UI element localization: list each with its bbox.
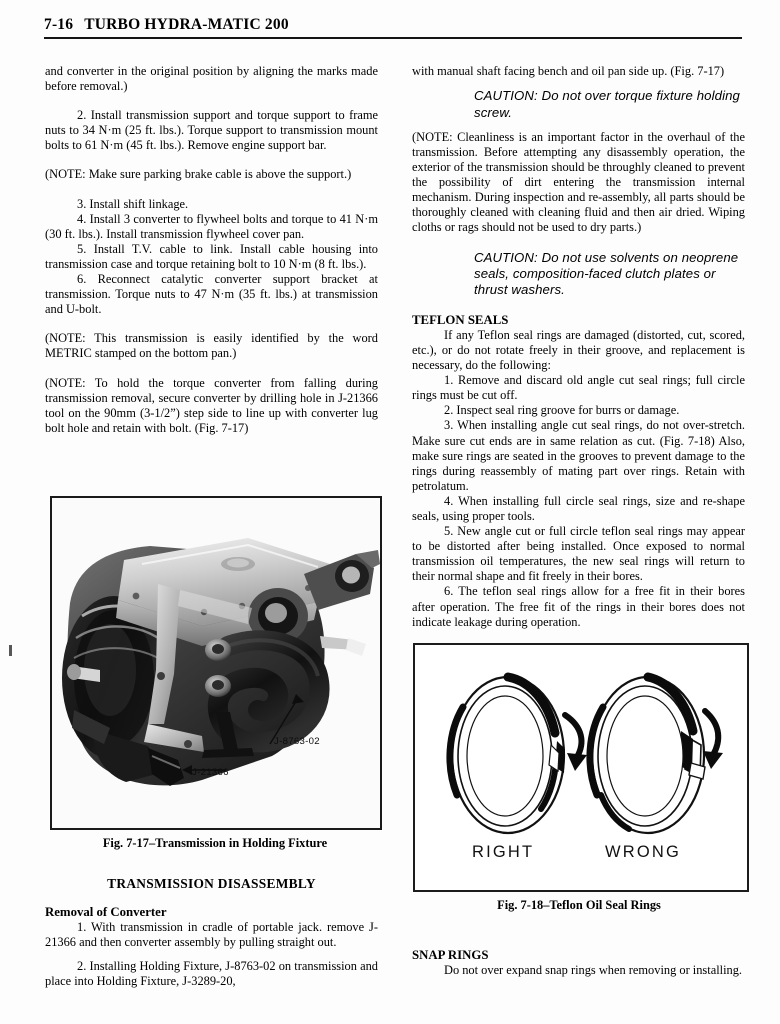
ring-label-wrong: WRONG bbox=[605, 843, 682, 861]
callout-label-j-8763-02: J-8763-02 bbox=[274, 736, 320, 747]
step-5: 5. Install T.V. cable to link. Install cable housing into transmission case and torque retaining bolt to 10 N·m (8 ft. lbs.). bbox=[45, 241, 378, 271]
right-text-column bbox=[412, 64, 745, 630]
figure-7-17-caption: Fig. 7-17–Transmission in Holding Fixture bbox=[102, 836, 328, 850]
paragraph-gap bbox=[412, 236, 745, 250]
teflon-step-3: 3. When installing angle cut seal rings, do not over-stretch. Make sure cut ends are in same relation as cut. (Fig. 7-18) Also, make sure rings are seated in the grooves to prevent damage to the rings during reassembly of mating part over rings. Retain with petrolatum. bbox=[412, 418, 745, 493]
heading-transmission-disassembly: TRANSMISSION DISASSEMBLY bbox=[107, 876, 316, 891]
paragraph-continuation: and converter in the original position by aligning the marks made before removal.) bbox=[45, 64, 378, 94]
paragraph-gap bbox=[45, 94, 378, 108]
paragraph-gap bbox=[45, 317, 378, 331]
step-2: 2. Install transmission support and torque support to frame nuts to 34 N·m (25 ft. lbs.). Torque support to transmission mount bolts to 61 N·m (45 ft. lbs.). Remove engine support bar. bbox=[45, 108, 378, 153]
step-4: 4. Install 3 converter to flywheel bolts and torque to 41 N·m (30 ft. lbs.). Install transmission flywheel cover pan. bbox=[45, 211, 378, 241]
paragraph-gap bbox=[45, 153, 378, 167]
paragraph-gap bbox=[45, 183, 378, 197]
snap-rings-block bbox=[412, 948, 745, 978]
paragraph-gap bbox=[412, 121, 745, 130]
manual-title: TURBO HYDRA-MATIC 200 bbox=[84, 16, 289, 33]
figure-7-18-frame bbox=[413, 643, 749, 892]
paragraph-gap bbox=[45, 950, 378, 959]
caution-over-torque: CAUTION: Do not over torque fixture holding screw. bbox=[474, 88, 740, 120]
header-rule bbox=[44, 37, 742, 39]
callout-label-j-21366: J-21366 bbox=[192, 767, 229, 778]
teflon-step-6: 6. The teflon seal rings allow for a free fit in their bores after operation. The free fit of the rings in their bores does not indicate leakage during operation. bbox=[412, 584, 745, 629]
left-text-column bbox=[45, 64, 378, 436]
paragraph-continuation-right: with manual shaft facing bench and oil pan side up. (Fig. 7-17) bbox=[412, 64, 725, 78]
page-number: 7-16 bbox=[44, 16, 74, 33]
paragraph-gap bbox=[45, 362, 378, 376]
ring-label-right: RIGHT bbox=[472, 843, 535, 861]
note-torque-converter: (NOTE: To hold the torque converter from falling during transmission removal, secure converter by drilling hole in J-21366 tool on the 90mm (3-1/2”) step side to line up with converter lug bolt hole and retain with bolt. (Fig. 7-17) bbox=[45, 375, 378, 435]
header-line bbox=[44, 16, 742, 34]
teflon-seal-ring-diagram bbox=[415, 645, 747, 890]
teflon-step-5: 5. New angle cut or full circle teflon seal rings may appear to be distorted after being installed. Once exposed to normal transmission oil temperatures, the new seal rings will return to their normal shape and fit freely in their bores. bbox=[412, 524, 745, 584]
paragraph-gap bbox=[45, 891, 378, 905]
removal-step-2: 2. Installing Holding Fixture, J-8763-02 on transmission and place into Holding Fixture, J-3289-20, bbox=[45, 959, 378, 989]
paragraph-gap bbox=[412, 79, 745, 88]
paragraph-gap bbox=[412, 299, 745, 313]
heading-teflon-seals: TEFLON SEALS bbox=[412, 312, 509, 327]
note-parking-brake: (NOTE: Make sure parking brake cable is above the support.) bbox=[45, 167, 352, 182]
teflon-step-4: 4. When installing full circle seal rings, size and re-shape seals, using proper tools. bbox=[412, 493, 745, 523]
teflon-intro: If any Teflon seal rings are damaged (distorted, cut, scored, etc.), or do not rotate freely in their groove, and replacement is necessary, do the following: bbox=[412, 327, 745, 373]
teflon-step-1: 1. Remove and discard old angle cut seal rings; full circle rings must be cut off. bbox=[412, 373, 745, 403]
page-header bbox=[44, 16, 742, 34]
teflon-step-2: 2. Inspect seal ring groove for burrs or damage. bbox=[444, 403, 680, 418]
step-3: 3. Install shift linkage. bbox=[77, 196, 189, 211]
step-6: 6. Reconnect catalytic converter support bracket at transmission. Torque nuts to 47 N·m (35 ft. lbs.) at transmission and U-bolt. bbox=[45, 272, 378, 317]
caution-no-solvents: CAUTION: Do not use solvents on neoprene seals, composition-faced clutch plates or thrust washers. bbox=[474, 249, 739, 298]
removal-step-1: 1. With transmission in cradle of portable jack. remove J-21366 and then converter assembly by pulling straight out. bbox=[45, 920, 378, 950]
transmission-photo bbox=[52, 498, 380, 828]
heading-snap-rings: SNAP RINGS bbox=[412, 948, 489, 962]
figure-7-18-caption: Fig. 7-18–Teflon Oil Seal Rings bbox=[497, 898, 661, 912]
note-cleanliness: (NOTE: Cleanliness is an important factor in the overhaul of the transmission. Before attempting any disassembly operation, the exterior of the transmission should be throughly cleaned to prevent the possibility of dirt entering the transmission internal mechanism. During inspection and re-assembly, all parts should be thoroughly cleaned with cleaning fluid and then air dried. Wiping cloths or rags should not be used to dry parts.) bbox=[412, 129, 745, 235]
scan-artifact-mark bbox=[9, 645, 12, 656]
lower-left-block bbox=[45, 876, 378, 990]
snap-rings-body: Do not over expand snap rings when removing or installing. bbox=[444, 963, 743, 978]
note-metric-stamp: (NOTE: This transmission is easily identified by the word METRIC stamped on the bottom pan.) bbox=[45, 331, 378, 361]
figure-7-17-frame bbox=[50, 496, 382, 830]
heading-removal-of-converter: Removal of Converter bbox=[45, 905, 167, 920]
